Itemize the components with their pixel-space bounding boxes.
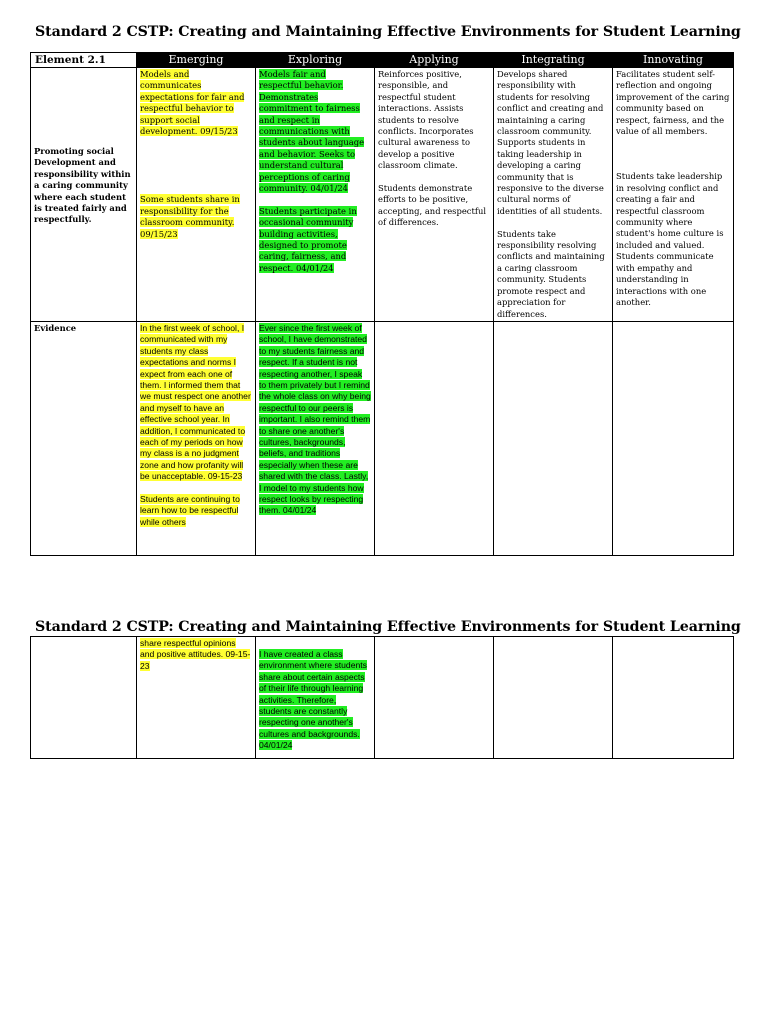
cell-innovating	[613, 637, 734, 759]
cell-applying	[375, 321, 494, 555]
cell-text: Develops shared responsibility with students for resolving conflict and creating and maintaining a caring classroom community. Supports students in taking leadership in developing a caring community that is responsive to the diverse cultural norms of identities of all students.	[497, 69, 604, 216]
cell-text: Students are continuing to learn how to be respectful while others	[140, 494, 240, 527]
cell-emerging	[137, 68, 256, 322]
standard-table-continued	[30, 636, 734, 759]
cell-text: In the first week of school, I communicated with my students my class expectations and norms I expect from each one of them. I informed them that we must respect one another and myself to have an effective school year. In addition, I communicated to each of my periods on how my class is a no judgment zone and how profanity will be unacceptable. 09-15-23	[140, 322, 251, 482]
cell-applying	[375, 68, 494, 322]
row-label	[31, 637, 137, 759]
cell-text: Students demonstrate efforts to be positive, accepting, and respectful of differences.	[378, 183, 487, 228]
element-label: Element 2.1	[31, 53, 137, 68]
cell-text: Facilitates student self-reflection and ongoing improvement of the caring community based on respect, fairness, and the value of all members.	[616, 69, 730, 137]
cell-integrating	[494, 68, 613, 322]
cell-integrating	[494, 637, 613, 759]
row-label-text: Promoting social Development and responsibility within a caring community where each student is treated fairly and respectfully.	[34, 146, 131, 225]
cell-exploring	[256, 68, 375, 322]
table-row	[31, 321, 734, 555]
evidence-label: Evidence	[34, 322, 77, 333]
page-title-2: Standard 2 CSTP: Creating and Maintaining Effective Environments for Student Learning	[35, 619, 741, 635]
cell-emerging	[137, 637, 256, 759]
row-label	[31, 68, 137, 322]
cell-integrating	[494, 321, 613, 555]
table-row	[31, 68, 734, 322]
cell-exploring	[256, 321, 375, 555]
table-row	[31, 637, 734, 759]
cell-applying	[375, 637, 494, 759]
cell-innovating	[613, 321, 734, 555]
row-label	[31, 321, 137, 555]
cell-text: Reinforces positive, responsible, and respectful student interactions. Assists students to resolve conflicts. Incorporates cultural awareness to develop a positive classroom climate.	[378, 69, 474, 171]
cell-text: Students participate in occasional community building activities, designed to promote caring, fairness, and respect. 04/01/24	[259, 205, 357, 273]
cell-exploring	[256, 637, 375, 759]
column-header-exploring: Exploring	[256, 53, 375, 68]
cell-text: Students take responsibility resolving conflicts and maintaining a caring classroom community. Students promote respect and appreciation for differences.	[497, 228, 605, 319]
column-header-applying: Applying	[375, 53, 494, 68]
cell-text: Ever since the first week of school, I have demonstrated to my students fairness and respect. If a student is not respecting another, I speak to them privately but I remind the whole class on why being respectful to our peers is important. I also remind them to share one another's cultures, backgrounds, beliefs, and traditions especially when these are shared with the class. Lastly, I model to my students how respect looks by respecting them. 04/01/24	[259, 322, 371, 516]
header-row	[31, 53, 734, 68]
page-title: Standard 2 CSTP: Creating and Maintaining Effective Environments for Student Learning	[35, 24, 741, 40]
cell-text: share respectful opinions and positive attitudes. 09-15-23	[140, 638, 251, 671]
cell-innovating	[613, 68, 734, 322]
cell-text: I have created a class environment where students share about certain aspects of their life through learning activities. Therefore, students are constantly respecting one another's cultures and backgrounds. 04/01/24	[259, 649, 367, 751]
cell-text: Models fair and respectful behavior. Demonstrates commitment to fairness and respect in communications with students about language and behavior. Seeks to understand cultural perceptions of caring community. 04/01/24	[259, 69, 365, 194]
cell-text: Some students share in responsibility for the classroom community. 09/15/23	[140, 194, 240, 239]
column-header-emerging: Emerging	[137, 53, 256, 68]
column-header-integrating: Integrating	[494, 53, 613, 68]
cell-text: Students take leadership in resolving conflict and creating a fair and respectful classroom community where student's home culture is included and valued. Students communicate with empathy and understanding in interactions with one another.	[616, 171, 724, 307]
cell-text: Models and communicates expectations for fair and respectful behavior to support social development. 09/15/23	[140, 69, 245, 137]
column-header-innovating: Innovating	[613, 53, 734, 68]
standard-table	[30, 52, 734, 556]
cell-emerging	[137, 321, 256, 555]
